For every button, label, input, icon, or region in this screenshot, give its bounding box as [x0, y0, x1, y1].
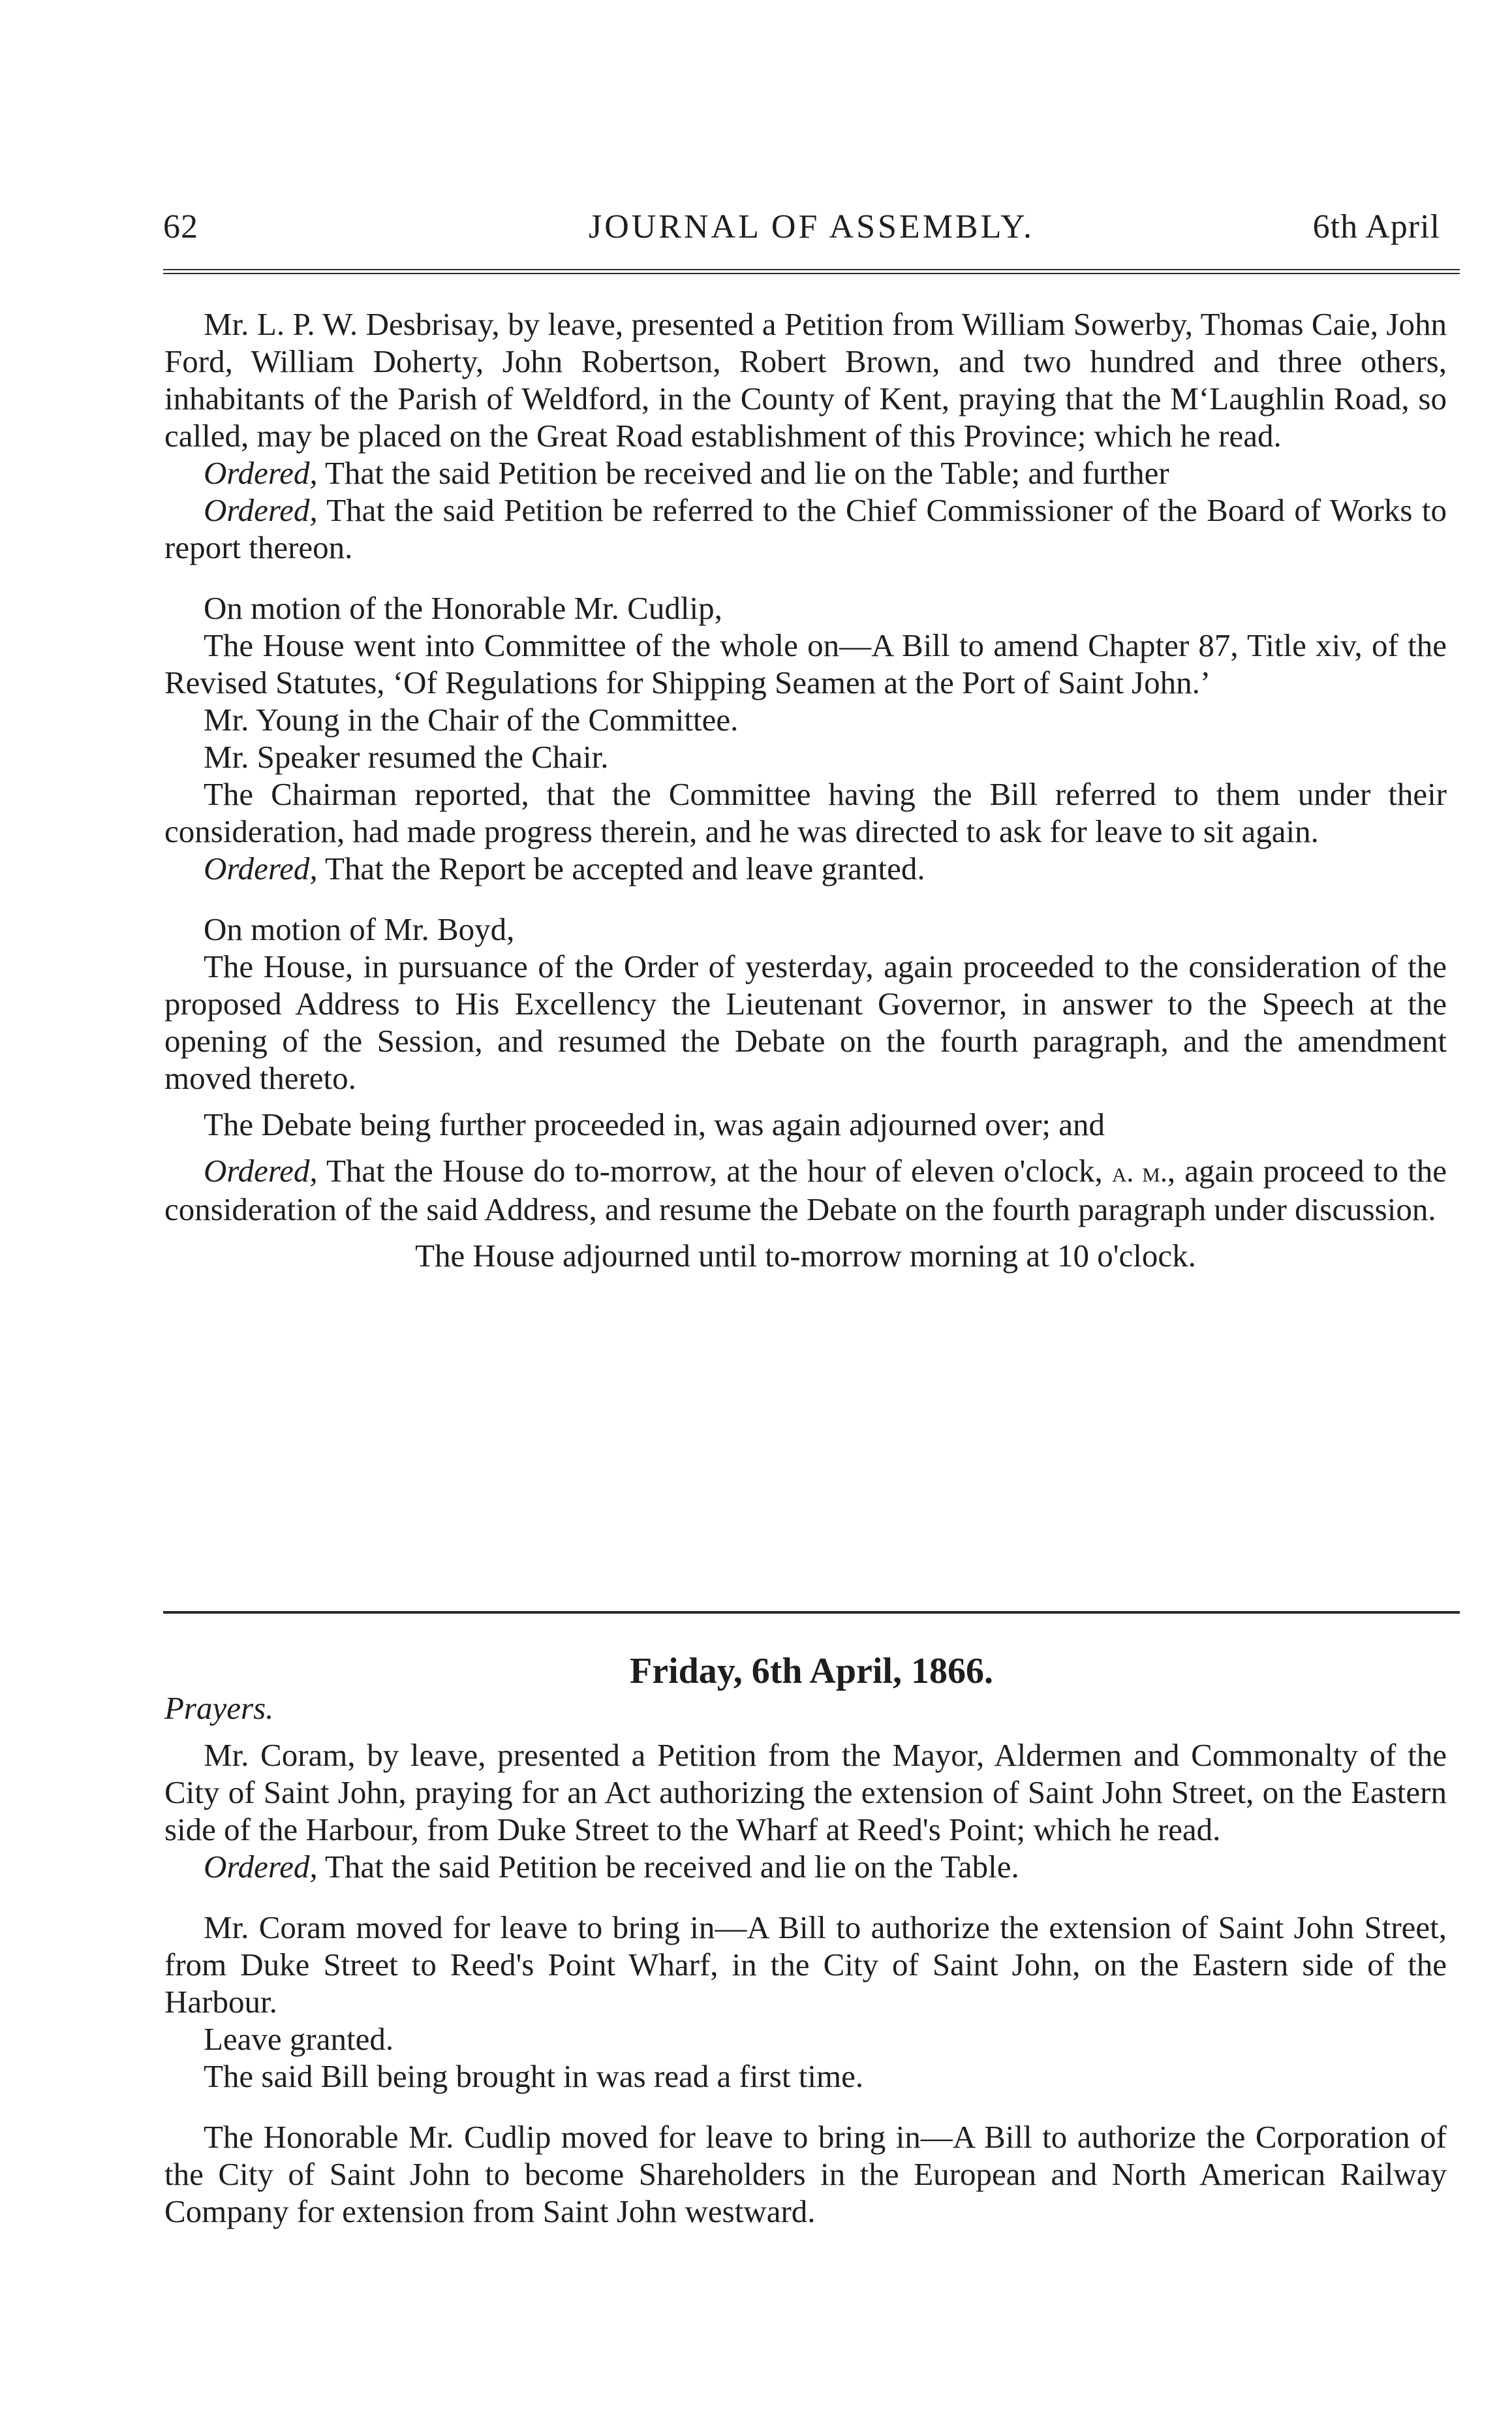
paragraph: The House went into Committee of the whole on—A Bill to amend Chapter 87, Title xiv, of the Revised Statutes, ‘Of Regulations for Shipping Seamen at the Port of Saint John.’ [164, 627, 1447, 700]
paragraph-text: That the Report be accepted and leave granted. [317, 851, 925, 886]
body-upper [164, 306, 1447, 1274]
day-heading: Friday, 6th April, 1866. [630, 1651, 993, 1691]
paragraph: The said Bill being brought in was read a first time. [204, 2058, 864, 2094]
paragraph: Mr. Coram, by leave, presented a Petition from the Mayor, Aldermen and Commonalty of the City of Saint John, praying for an Act authorizing the extension of Saint John Street, on the Eastern side of the Harbour, from Duke Street to the Wharf at Reed's Point; which he read. [164, 1737, 1447, 1847]
paragraph: Mr. Coram moved for leave to bring in—A Bill to authorize the extension of Saint John Street, from Duke Street to Reed's Point Wharf, in the City of Saint John, on the Eastern side of the Harbour. [164, 1909, 1447, 2020]
paragraph [164, 1152, 1447, 1228]
paragraph-text: , again proceed to the consideration of the said Address, and resume the Debate on the fourth paragraph under discussion. [164, 1153, 1447, 1227]
paragraph: Mr. Speaker resumed the Chair. [204, 739, 609, 775]
paragraph: Mr. L. P. W. Desbrisay, by leave, presented a Petition from William Sowerby, Thomas Caie, John Ford, William Doherty, John Robertson, Robert Brown, and two hundred and three others, inhabitants of the Parish of Weldford, in the County of Kent, praying that the M‘Laughlin Road, so called, may be placed on the Great Road establishment of this Province; which he read. [164, 306, 1447, 454]
ordered-label: Ordered, [204, 851, 318, 886]
paragraph-text: That the said Petition be received and lie on the Table; and further [317, 455, 1169, 491]
ordered-label: Ordered, [204, 1849, 318, 1885]
ordered-label: Ordered, [204, 492, 318, 528]
paragraph [164, 454, 1447, 492]
paragraph [164, 850, 1447, 887]
paragraph: The Chairman reported, that the Committee having the Bill referred to them under their consideration, had made progress therein, and he was directed to ask for leave to sit again. [164, 776, 1447, 849]
header-rule [163, 269, 1460, 274]
page-date: 6th April [1312, 208, 1440, 245]
paragraph: On motion of the Honorable Mr. Cudlip, [204, 590, 722, 626]
page-number: 62 [163, 208, 198, 245]
paragraph: On motion of Mr. Boyd, [204, 911, 515, 947]
paragraph: Leave granted. [204, 2021, 394, 2057]
paragraph: The Honorable Mr. Cudlip moved for leave to bring in—A Bill to authorize the Corporation of the City of Saint John to become Shareholders in the European and North American Railway Company for extension from Saint John westward. [164, 2119, 1447, 2229]
paragraph-text: That the said Petition be received and lie on the Table. [317, 1849, 1019, 1885]
page-title: JOURNAL OF ASSEMBLY. [588, 208, 1035, 245]
body-lower [164, 1736, 1447, 2230]
paragraph: The Debate being further proceeded in, was again adjourned over; and [204, 1106, 1105, 1142]
section-rule [163, 1611, 1460, 1614]
paragraph: Mr. Young in the Chair of the Committee. [204, 702, 739, 738]
ordered-label: Ordered, [204, 455, 318, 491]
prayers-label: Prayers. [164, 1690, 274, 1726]
paragraph-text: That the House do to-morrow, at the hour of eleven o'clock, [317, 1153, 1112, 1189]
paragraph: The House, in pursuance of the Order of yesterday, again proceeded to the consideration of the proposed Address to His Excellency the Lieutenant Governor, in answer to the Speech at the opening of the Session, and resumed the Debate on the fourth paragraph, and the amendment moved thereto. [164, 948, 1447, 1096]
time-abbrev: a. m. [1111, 1156, 1167, 1188]
adjournment: The House adjourned until to-morrow morning at 10 o'clock. [415, 1238, 1196, 1274]
ordered-label: Ordered, [204, 1153, 318, 1189]
paragraph-text: That the said Petition be referred to the Chief Commissioner of the Board of Works to report thereon. [164, 492, 1447, 565]
paragraph [164, 1848, 1447, 1885]
page-header [163, 208, 1460, 260]
paragraph [164, 492, 1447, 566]
